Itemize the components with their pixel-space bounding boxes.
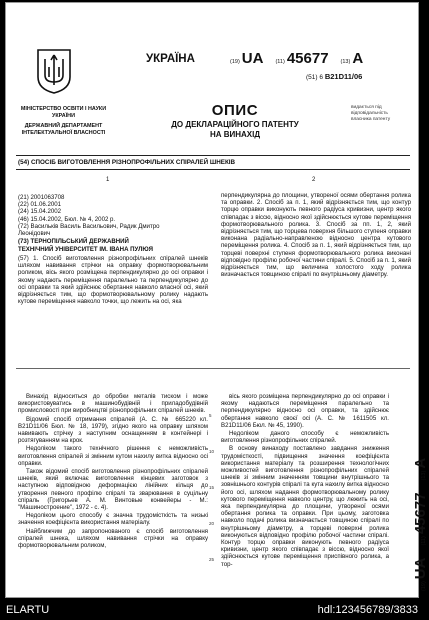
trident-emblem-icon xyxy=(34,47,74,95)
line-margin-number: 5 xyxy=(209,413,212,418)
ipc-code: B21D11/06 xyxy=(324,72,363,81)
country-name: УКРАЇНА xyxy=(146,53,195,65)
side-country-code: UA xyxy=(412,557,429,580)
viewer-footer xyxy=(0,600,424,620)
claims-continued: перпендикулярна до площини, утвореної осями обертання ролика та оправки. 2. Спосіб за п. 1, який відрізняється тим, що контур торцю оправки виконують певного радіуса кривизни, центр якого співпадає з віссю, відносно якої здійснюється кутове переміщення формотворювального ролика. 3. Спосіб за пп. 1, 2, який відрізняється тим, що торцева поверхня більшого ступеня оправки виконана радіально-направленою відносно центра кутового переміщення ролика. 4. Спосіб за п. 1, який відрізняється тим, що торцеві поверхні ступеня формотворювального ролика виконані відповідно профілю робочої частини спіралі. 5. Спосіб за п. 1, який відрізняється тим, що величина холостого ходу ролика визначається товщиною спіралі по внутрішньому діаметру. xyxy=(221,192,411,279)
patent-number-tag: (11) xyxy=(275,59,285,65)
side-kind-tag: (13) xyxy=(421,470,427,481)
document-title: ОПИС xyxy=(211,102,259,119)
side-patent-number: 45677 xyxy=(412,492,429,535)
field-46: (46) 15.04.2002, Бюл. № 4, 2002 р. xyxy=(18,215,116,223)
field-73-line-2: ТЕХНІЧНИЙ УНІВЕРСИТЕТ ІМ. ІВАНА ПУЛЮЯ xyxy=(18,246,154,254)
ipc-prefix: 6 xyxy=(319,74,323,81)
invention-title xyxy=(18,159,235,166)
issuance-note: видається під відповідальність власника патенту xyxy=(351,105,391,122)
kind-tag: (13) xyxy=(340,59,351,65)
patent-number: 45677 xyxy=(286,50,329,67)
patent-number-row xyxy=(230,50,375,67)
line-margin-number: 15 xyxy=(209,485,215,490)
line-margin-number: 10 xyxy=(209,449,215,454)
line-margin-number: 20 xyxy=(209,521,215,526)
ipc-classification xyxy=(306,72,362,81)
ministry-name: МІНІСТЕРСТВО ОСВІТИ І НАУКИ УКРАЇНИ xyxy=(20,106,107,119)
column-number-right: 2 xyxy=(312,177,316,183)
subtitle-line-1: ДО ДЕКЛАРАЦІЙНОГО ПАТЕНТУ xyxy=(171,120,299,129)
vertical-patent-number xyxy=(412,446,429,591)
kind-code: A xyxy=(352,50,364,67)
footer-handle-link[interactable]: hdl:123456789/3833 xyxy=(317,604,418,616)
field-72-line-2: Леонідович xyxy=(18,230,51,238)
header-rule-top xyxy=(16,155,410,156)
description-paragraph: Недоліком цього способу є значна трудомісткість та низькі значення коефіцієнта використання матеріалу. xyxy=(18,512,208,527)
abstract-claim-1: (57) 1. Спосіб виготовлення різнопрофільних спіралей шнеків шляхом навивання стрічки на оправку формотворювальним роликом, вісь якого розміщена перпендикулярно до осі оправки і якому надають переміщення паралельно та перпендикулярно до осі оправки та який здійснює обертання навколо власної осі, який відрізняється тим, що формотворювальному ролику надають кутове переміщення навколо точки, що лежить на осі, яка xyxy=(18,255,208,306)
line-margin-number: 25 xyxy=(209,557,215,562)
bibliographic-data xyxy=(18,194,208,254)
country-code: UA xyxy=(241,50,264,67)
document-subtitle xyxy=(166,120,304,139)
description-paragraph: Недоліком такого технічного рішення є неможливість виготовлення спіралей зі змінним кутом нахилу витка відносно осі оправки. xyxy=(18,445,208,467)
description-paragraph: Також відомий спосіб виготовлення різнопрофільних спіралей шнеків, який включає виготовлення кінцевих заготовок з наступною відповідною деформацією лінійних кільця до утворення певного профілю спіралі та зварювання в суцільну спіраль (Григорьев А. М. Винтовые конвейеры - М.: "Машиностроение", 1972 - с. 4). xyxy=(18,468,208,512)
description-paragraph: Винахід відноситься до обробки металів тиском і може використовуватись в машинобудівній і приладобудівній промисловості при виробництві різнопрофільних спіралей шнеків. xyxy=(18,393,208,415)
subtitle-line-2: НА ВИНАХІД xyxy=(209,129,261,139)
section-divider xyxy=(16,368,410,369)
description-paragraph: В основу винаходу поставлено завдання зниження трудомісткості, підвищення значення коефіцієнта використання матеріалу та розширення технологічних можливостей виготовлення різнопрофільних спіралей шнеків зі змінним значенням товщини внутрішнього та зовнішнього контурів спіралі та кута нахилу витка відносно його осі, шляхом надання формотворювальному ролику кутового переміщення навколо центру, що лежить на осі, яка перпендикулярна до площини, утвореної осями обертання ролика та оправки. При цьому, заготовка навколо подачі ролика визначається товщиною спіралі по внутрішньому діаметру, а торцеві поверхні ролика виконуються відповідно профілю робочої частини спіралі. Контур торцю оправки виконують певного радіуса кривизни, центр якого співпадає з віссю, відносно якої здійснюється кутове переміщення приспівного ролика, а тор- xyxy=(221,445,389,568)
side-kind-code: A xyxy=(412,457,429,469)
description-paragraph: Недоліком даного способу є неможливість виготовлення різнопрофільних спіралей. xyxy=(221,430,389,445)
field-72-line-1: (72) Васильків Василь Васильович, Радик Дмитро xyxy=(18,222,160,230)
column-number-left: 1 xyxy=(106,177,110,183)
country-code-tag: (19) xyxy=(230,59,240,65)
description-left-column xyxy=(18,393,208,550)
header-rule-bottom xyxy=(16,169,410,170)
description-paragraph: Найближчим до запропонованого є спосіб виготовлення спіралей шнека, шляхом навивання стрічки на оправку формотворювальним роликом, xyxy=(18,527,208,550)
invention-title-text: СПОСІБ ВИГОТОВЛЕННЯ РІЗНОПРОФІЛЬНИХ СПІРАЛЕЙ ШНЕКІВ xyxy=(30,159,236,166)
field-22: (22) 01.06.2001 xyxy=(18,201,62,209)
side-patent-number-tag: (11) xyxy=(421,536,427,546)
description-right-column xyxy=(221,393,389,569)
ipc-tag: (51) xyxy=(306,74,318,81)
department-name: ДЕРЖАВНИЙ ДЕПАРТАМЕНТ ІНТЕЛЕКТУАЛЬНОЇ ВЛАСНОСТІ xyxy=(21,123,106,136)
side-country-code-tag: (19) xyxy=(421,581,427,591)
description-paragraph: вісь якого розміщена перпендикулярно до осі оправки і якому надаються переміщення паралельно та перпендикулярно відносно осі оправки, та здійснює обертання навколо своєї осі (А. С. № 1611505 кл. B21D11/06 Бюл. № 45, 1990). xyxy=(221,393,389,429)
patent-page xyxy=(5,2,429,598)
field-73-line-1: (73) ТЕРНОПІЛЬСЬКИЙ ДЕРЖАВНИЙ xyxy=(18,238,129,246)
field-21: (21) 2001063708 xyxy=(18,194,65,201)
field-24: (24) 15.04.2002 xyxy=(18,208,62,216)
invention-title-tag: (54) xyxy=(18,159,30,166)
footer-source-label: ELARTU xyxy=(6,604,50,616)
description-paragraph: Відомий спосіб отримання спіралей (А. С. № 665220 кл. B21D11/06 Бюл. № 18, 1979), згідно якого на оправку шляхом навивають стрічку з наступним оснащенням в контейнері і розтягуванням на крок. xyxy=(18,415,208,445)
